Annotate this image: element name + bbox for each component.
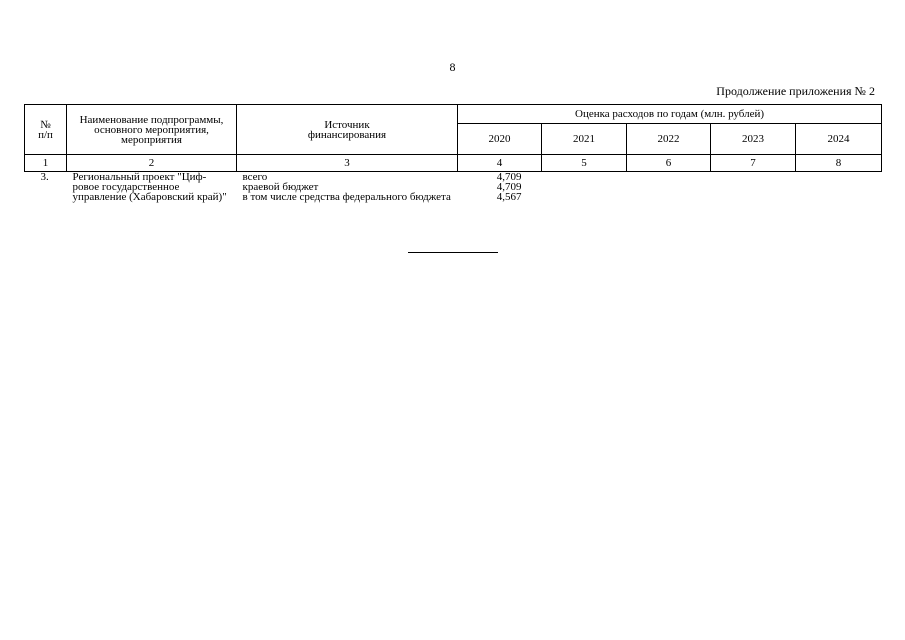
column-number: 8 [796, 155, 882, 172]
column-number: 3 [237, 155, 458, 172]
header-year: 2024 [796, 124, 882, 155]
value-2020: 4,709 [496, 171, 522, 183]
end-rule [408, 252, 498, 253]
value-2020: 4,709 [496, 181, 522, 193]
column-number: 7 [711, 155, 796, 172]
header-year: 2020 [458, 124, 542, 155]
column-number-row [25, 155, 882, 172]
header-year: 2022 [627, 124, 711, 155]
table-row [25, 172, 882, 183]
expense-table [24, 104, 882, 202]
header-estimate: Оценка расходов по годам (млн. рублей) [458, 105, 882, 124]
header-year: 2021 [542, 124, 627, 155]
source-label: в том числе средства федерального бюджета [242, 191, 451, 203]
source-label: всего [242, 171, 268, 183]
column-number: 2 [67, 155, 237, 172]
header-num: № п/п [25, 105, 67, 155]
row-name: Региональный проект "Циф-ровое государственное управление (Хабаровский край)" [72, 171, 227, 203]
continuation-label: Продолжение приложения № 2 [716, 84, 875, 98]
header-year: 2023 [711, 124, 796, 155]
page-number: 8 [449, 60, 456, 74]
header-source: Источник финансирования [237, 105, 458, 155]
value-2020: 4,567 [496, 191, 522, 203]
column-number: 4 [458, 155, 542, 172]
column-number: 5 [542, 155, 627, 172]
header-name: Наименование подпрограммы, основного мероприятия, мероприятия [67, 105, 237, 155]
source-label: краевой бюджет [242, 181, 319, 193]
row-number: 3. [40, 171, 49, 183]
column-number: 6 [627, 155, 711, 172]
column-number: 1 [25, 155, 67, 172]
